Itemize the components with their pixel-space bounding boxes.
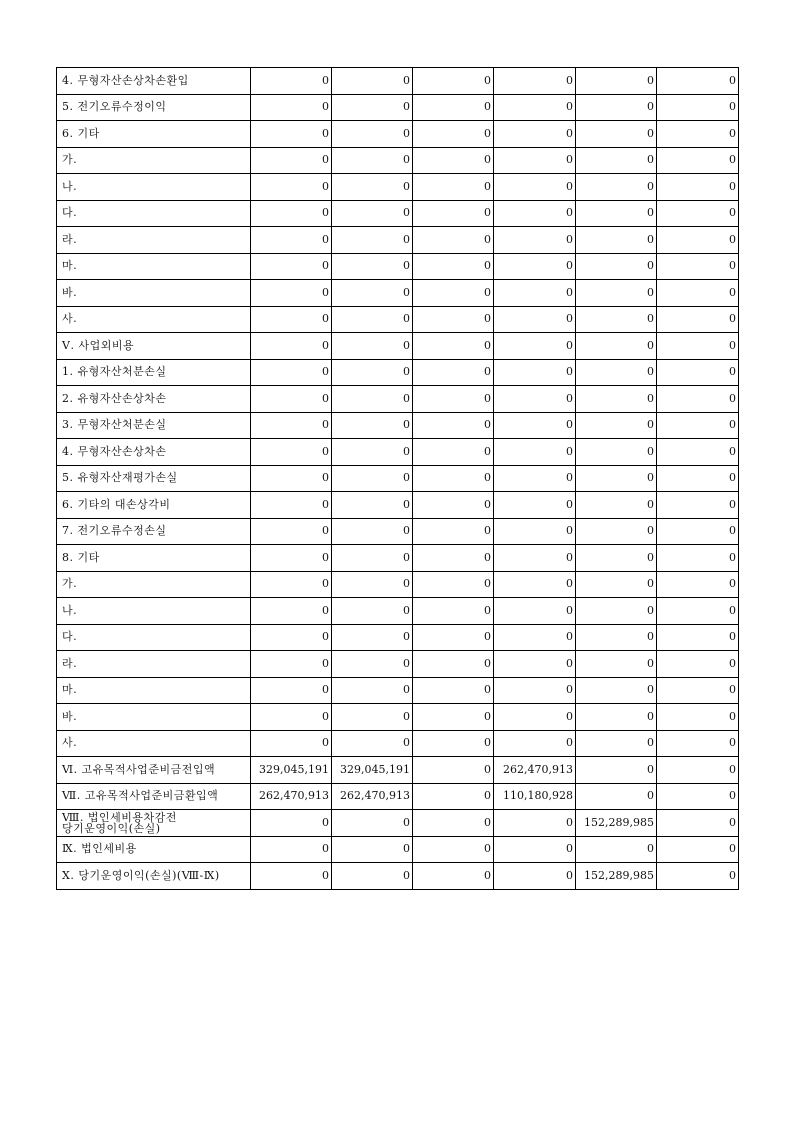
table-row [57,704,739,731]
value-cell: 0 [657,571,739,598]
table-row [57,863,739,890]
value-cell: 0 [413,492,494,519]
value-cell: 0 [251,68,332,95]
value-cell: 0 [657,333,739,360]
value-cell: 0 [494,333,576,360]
value-cell: 0 [251,836,332,863]
value-cell: 0 [413,68,494,95]
value-cell: 0 [251,465,332,492]
value-cell: 0 [576,439,657,466]
value-cell: 0 [251,121,332,148]
value-cell: 0 [657,359,739,386]
row-label: 5. 유형자산재평가손실 [57,465,251,492]
value-cell: 0 [494,518,576,545]
value-cell: 0 [657,651,739,678]
value-cell: 0 [576,518,657,545]
value-cell: 0 [413,147,494,174]
table-row [57,68,739,95]
value-cell: 0 [413,704,494,731]
value-cell: 329,045,191 [251,757,332,784]
value-cell: 0 [332,253,413,280]
value-cell: 0 [494,836,576,863]
value-cell: 0 [657,439,739,466]
value-cell: 0 [413,439,494,466]
value-cell: 0 [251,333,332,360]
table-row [57,174,739,201]
value-cell: 0 [413,730,494,757]
value-cell: 0 [657,783,739,810]
financial-statement-table [56,67,739,890]
value-cell: 0 [413,412,494,439]
value-cell: 0 [576,836,657,863]
value-cell: 0 [576,757,657,784]
value-cell: 0 [494,227,576,254]
row-label: 사. [57,306,251,333]
table-row [57,810,739,837]
value-cell: 0 [413,333,494,360]
value-cell: 0 [251,518,332,545]
row-label: 나. [57,174,251,201]
value-cell: 262,470,913 [494,757,576,784]
row-label: 바. [57,704,251,731]
value-cell: 0 [494,147,576,174]
row-label: Ⅷ. 법인세비용차감전 당기운영이익(손실) [57,810,251,837]
value-cell: 0 [657,465,739,492]
value-cell: 0 [332,624,413,651]
value-cell: 0 [494,598,576,625]
value-cell: 0 [657,598,739,625]
value-cell: 0 [494,810,576,837]
value-cell: 0 [576,253,657,280]
value-cell: 0 [576,624,657,651]
table-row [57,465,739,492]
value-cell: 0 [332,704,413,731]
value-cell: 0 [657,730,739,757]
row-label: 3. 무형자산처분손실 [57,412,251,439]
value-cell: 0 [494,121,576,148]
row-label: 라. [57,651,251,678]
value-cell: 0 [494,730,576,757]
value-cell: 0 [657,68,739,95]
row-label: 6. 기타 [57,121,251,148]
value-cell: 0 [576,94,657,121]
row-label: 바. [57,280,251,307]
row-label: 마. [57,677,251,704]
value-cell: 0 [251,545,332,572]
value-cell: 0 [332,465,413,492]
value-cell: 0 [413,359,494,386]
value-cell: 0 [494,386,576,413]
value-cell: 0 [657,412,739,439]
value-cell: 0 [576,545,657,572]
value-cell: 0 [494,571,576,598]
value-cell: 0 [657,810,739,837]
value-cell: 0 [576,730,657,757]
value-cell: 152,289,985 [576,810,657,837]
value-cell: 0 [657,94,739,121]
value-cell: 0 [332,439,413,466]
value-cell: 0 [657,121,739,148]
value-cell: 0 [413,836,494,863]
value-cell: 0 [657,147,739,174]
value-cell: 110,180,928 [494,783,576,810]
value-cell: 0 [332,571,413,598]
value-cell: 0 [251,651,332,678]
value-cell: 0 [251,810,332,837]
table-row [57,651,739,678]
value-cell: 0 [576,121,657,148]
value-cell: 0 [332,174,413,201]
value-cell: 0 [413,810,494,837]
table-row [57,492,739,519]
value-cell: 0 [413,677,494,704]
value-cell: 0 [332,677,413,704]
value-cell: 0 [494,863,576,890]
value-cell: 0 [657,253,739,280]
row-label: 6. 기타의 대손상각비 [57,492,251,519]
value-cell: 0 [657,280,739,307]
value-cell: 0 [494,439,576,466]
value-cell: 0 [494,200,576,227]
value-cell: 0 [576,306,657,333]
row-label: 5. 전기오류수정이익 [57,94,251,121]
value-cell: 0 [576,359,657,386]
value-cell: 0 [413,227,494,254]
table-row [57,439,739,466]
value-cell: 0 [494,492,576,519]
value-cell: 0 [413,174,494,201]
value-cell: 0 [657,863,739,890]
value-cell: 0 [657,704,739,731]
value-cell: 0 [413,306,494,333]
row-label: Ⅸ. 법인세비용 [57,836,251,863]
table-row [57,518,739,545]
table-row [57,757,739,784]
value-cell: 0 [494,412,576,439]
value-cell: 0 [251,280,332,307]
table-row [57,412,739,439]
value-cell: 0 [332,280,413,307]
value-cell: 0 [251,94,332,121]
value-cell: 0 [332,121,413,148]
value-cell: 0 [413,386,494,413]
value-cell: 0 [251,624,332,651]
row-label: Ⅹ. 당기운영이익(손실)(Ⅷ-Ⅸ) [57,863,251,890]
value-cell: 0 [657,518,739,545]
value-cell: 152,289,985 [576,863,657,890]
value-cell: 0 [576,333,657,360]
table-row [57,386,739,413]
value-cell: 0 [657,836,739,863]
value-cell: 0 [332,545,413,572]
row-label: 라. [57,227,251,254]
value-cell: 0 [494,306,576,333]
value-cell: 0 [332,598,413,625]
table-row [57,836,739,863]
value-cell: 0 [413,465,494,492]
value-cell: 0 [494,545,576,572]
table-row [57,280,739,307]
value-cell: 0 [576,651,657,678]
value-cell: 0 [413,280,494,307]
value-cell: 0 [657,200,739,227]
value-cell: 0 [413,624,494,651]
value-cell: 0 [251,439,332,466]
value-cell: 0 [494,359,576,386]
table-row [57,359,739,386]
value-cell: 0 [657,624,739,651]
value-cell: 0 [251,253,332,280]
row-label: 사. [57,730,251,757]
value-cell: 0 [576,227,657,254]
row-label: 2. 유형자산손상차손 [57,386,251,413]
value-cell: 0 [251,677,332,704]
value-cell: 0 [494,465,576,492]
value-cell: 0 [576,147,657,174]
value-cell: 262,470,913 [332,783,413,810]
row-label: 다. [57,200,251,227]
value-cell: 0 [251,306,332,333]
table-row [57,333,739,360]
value-cell: 0 [332,333,413,360]
value-cell: 0 [413,651,494,678]
value-cell: 0 [251,598,332,625]
row-label: Ⅴ. 사업외비용 [57,333,251,360]
value-cell: 0 [494,68,576,95]
value-cell: 0 [332,810,413,837]
value-cell: 0 [251,174,332,201]
table-row [57,624,739,651]
value-cell: 0 [657,306,739,333]
value-cell: 0 [332,492,413,519]
value-cell: 0 [657,677,739,704]
table-row [57,730,739,757]
value-cell: 0 [494,704,576,731]
value-cell: 0 [576,174,657,201]
value-cell: 0 [494,651,576,678]
value-cell: 0 [332,836,413,863]
value-cell: 0 [332,94,413,121]
row-label: 가. [57,571,251,598]
table-row [57,121,739,148]
value-cell: 0 [494,253,576,280]
value-cell: 0 [576,492,657,519]
value-cell: 0 [251,492,332,519]
table-row [57,545,739,572]
value-cell: 0 [413,94,494,121]
table-row [57,253,739,280]
table-row [57,147,739,174]
row-label: 가. [57,147,251,174]
value-cell: 0 [332,863,413,890]
value-cell: 0 [332,518,413,545]
value-cell: 0 [332,306,413,333]
value-cell: 0 [413,121,494,148]
value-cell: 0 [576,412,657,439]
value-cell: 0 [657,386,739,413]
table-row [57,677,739,704]
value-cell: 0 [332,227,413,254]
value-cell: 0 [494,280,576,307]
value-cell: 0 [332,412,413,439]
value-cell: 0 [332,359,413,386]
row-label: 4. 무형자산손상차손환입 [57,68,251,95]
value-cell: 0 [251,863,332,890]
value-cell: 0 [657,174,739,201]
value-cell: 0 [251,730,332,757]
value-cell: 0 [413,598,494,625]
value-cell: 0 [251,147,332,174]
value-cell: 0 [413,783,494,810]
value-cell: 0 [494,94,576,121]
value-cell: 0 [413,757,494,784]
row-label: 나. [57,598,251,625]
value-cell: 0 [576,704,657,731]
value-cell: 0 [576,465,657,492]
value-cell: 329,045,191 [332,757,413,784]
value-cell: 0 [332,651,413,678]
value-cell: 0 [576,571,657,598]
row-label: Ⅵ. 고유목적사업준비금전입액 [57,757,251,784]
value-cell: 0 [576,386,657,413]
value-cell: 0 [332,147,413,174]
value-cell: 0 [657,492,739,519]
value-cell: 0 [251,412,332,439]
row-label: 마. [57,253,251,280]
value-cell: 0 [332,730,413,757]
value-cell: 0 [413,863,494,890]
value-cell: 0 [413,253,494,280]
value-cell: 0 [332,200,413,227]
row-label: 다. [57,624,251,651]
value-cell: 0 [413,200,494,227]
value-cell: 0 [413,545,494,572]
value-cell: 0 [332,68,413,95]
value-cell: 0 [657,545,739,572]
value-cell: 0 [576,200,657,227]
table-row [57,783,739,810]
row-label: Ⅶ. 고유목적사업준비금환입액 [57,783,251,810]
row-label: 8. 기타 [57,545,251,572]
value-cell: 0 [494,677,576,704]
row-label: 1. 유형자산처분손실 [57,359,251,386]
value-cell: 0 [657,757,739,784]
table-row [57,598,739,625]
row-label: 7. 전기오류수정손실 [57,518,251,545]
value-cell: 0 [251,227,332,254]
table-body [57,68,739,890]
value-cell: 0 [657,227,739,254]
table-row [57,200,739,227]
value-cell: 0 [251,386,332,413]
value-cell: 0 [413,571,494,598]
row-label: 4. 무형자산손상차손 [57,439,251,466]
value-cell: 262,470,913 [251,783,332,810]
table-row [57,571,739,598]
value-cell: 0 [413,518,494,545]
value-cell: 0 [251,359,332,386]
value-cell: 0 [576,68,657,95]
value-cell: 0 [332,386,413,413]
table-row [57,94,739,121]
table-row [57,306,739,333]
value-cell: 0 [251,704,332,731]
value-cell: 0 [576,598,657,625]
value-cell: 0 [251,571,332,598]
table-row [57,227,739,254]
value-cell: 0 [251,200,332,227]
value-cell: 0 [494,624,576,651]
value-cell: 0 [576,783,657,810]
value-cell: 0 [576,280,657,307]
value-cell: 0 [494,174,576,201]
value-cell: 0 [576,677,657,704]
